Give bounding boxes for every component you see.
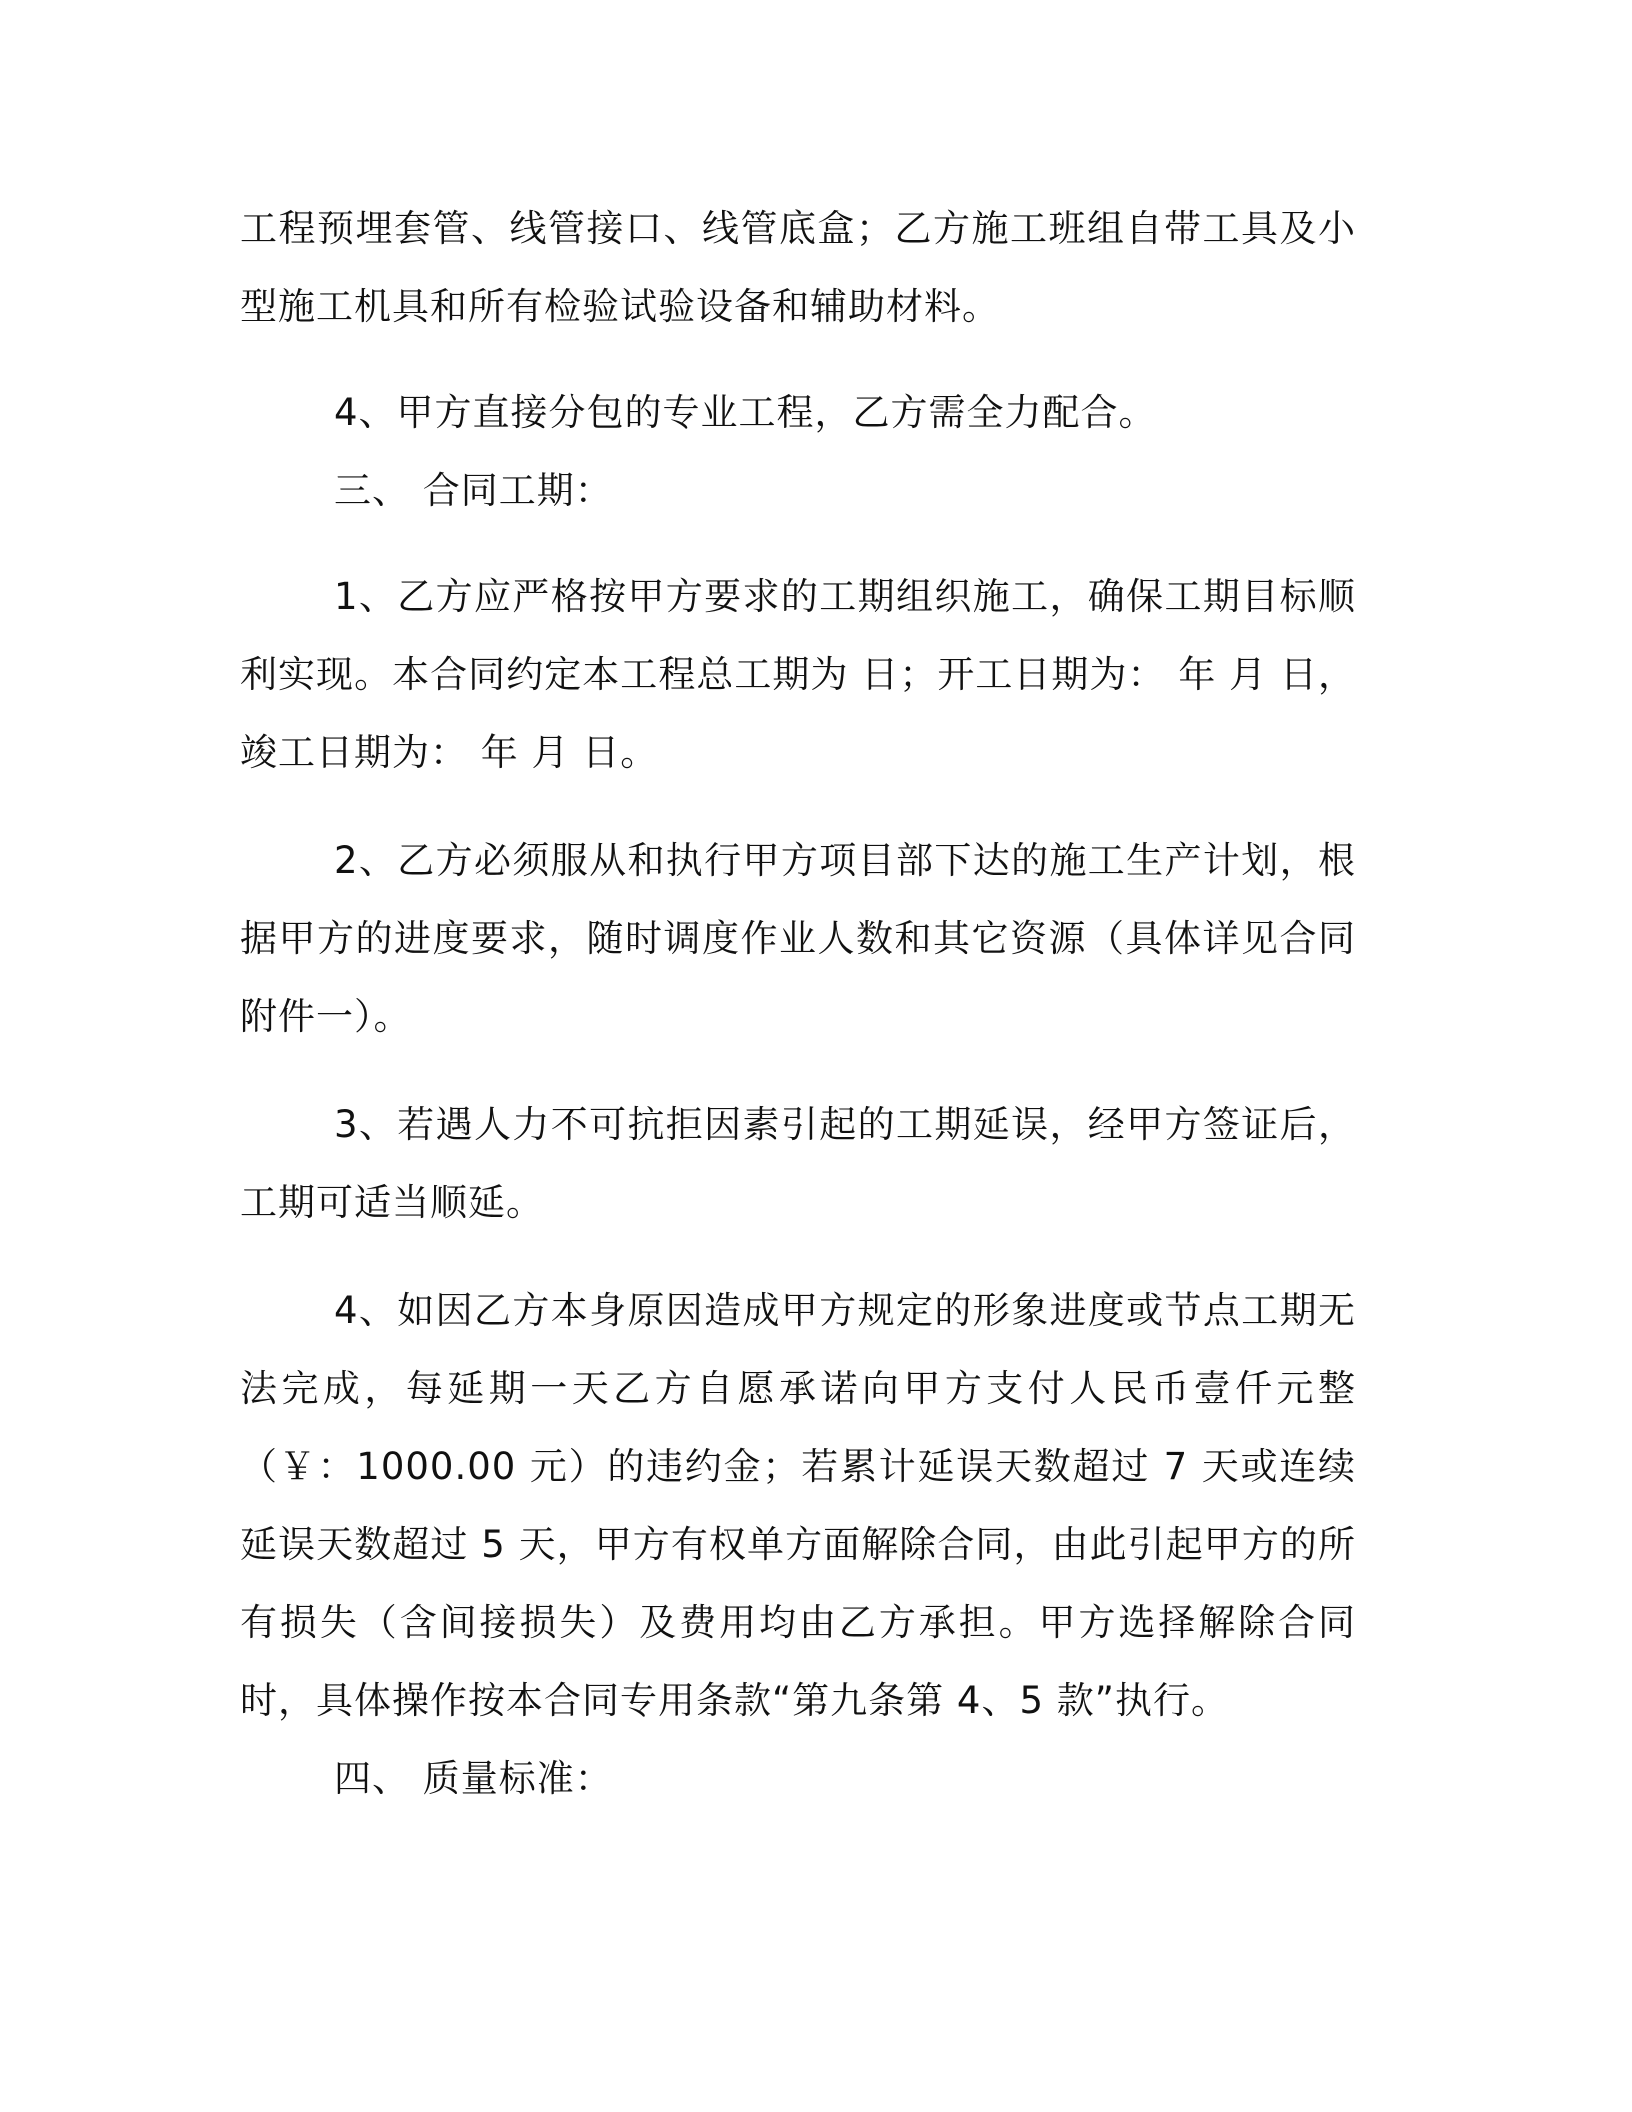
paragraph-materials-continued: 工程预埋套管、线管接口、线管底盒；乙方施工班组自带工具及小型施工机具和所有检验试验设备和辅助材料。 [240, 207, 1356, 328]
paragraph-clause-3-2: 2、乙方必须服从和执行甲方项目部下达的施工生产计划，根据甲方的进度要求，随时调度作业人数和其它资源（具体详见合同附件一）。 [240, 839, 1356, 1038]
paragraph-clause-3-3: 3、若遇人力不可抗拒因素引起的工期延误，经甲方签证后，工期可适当顺延。 [240, 1103, 1356, 1224]
paragraph-clause-3-1: 1、乙方应严格按甲方要求的工期组织施工，确保工期目标顺利实现。本合同约定本工程总工期为 日；开工日期为： 年 月 日，竣工日期为： 年 月 日。 [240, 575, 1356, 774]
section-heading-quality-standard: 四、 质量标准： [334, 1757, 613, 1800]
document-body [240, 190, 1356, 1818]
paragraph-clause-2-4: 4、甲方直接分包的专业工程，乙方需全力配合。 [334, 391, 1157, 434]
paragraph-clause-3-4: 4、如因乙方本身原因造成甲方规定的形象进度或节点工期无法完成，每延期一天乙方自愿承诺向甲方支付人民币壹仟元整（￥：1000.00 元）的违约金；若累计延误天数超过 7 天或连续延误天数超过 5 天，甲方有权单方面解除合同，由此引起甲方的所有损失（含间接损失）及费用均由乙方承担。甲方选择解除合同时，具体操作按本合同专用条款“第九条第 4、5 款”执行。 [240, 1289, 1356, 1722]
section-heading-contract-period: 三、 合同工期： [334, 469, 613, 512]
